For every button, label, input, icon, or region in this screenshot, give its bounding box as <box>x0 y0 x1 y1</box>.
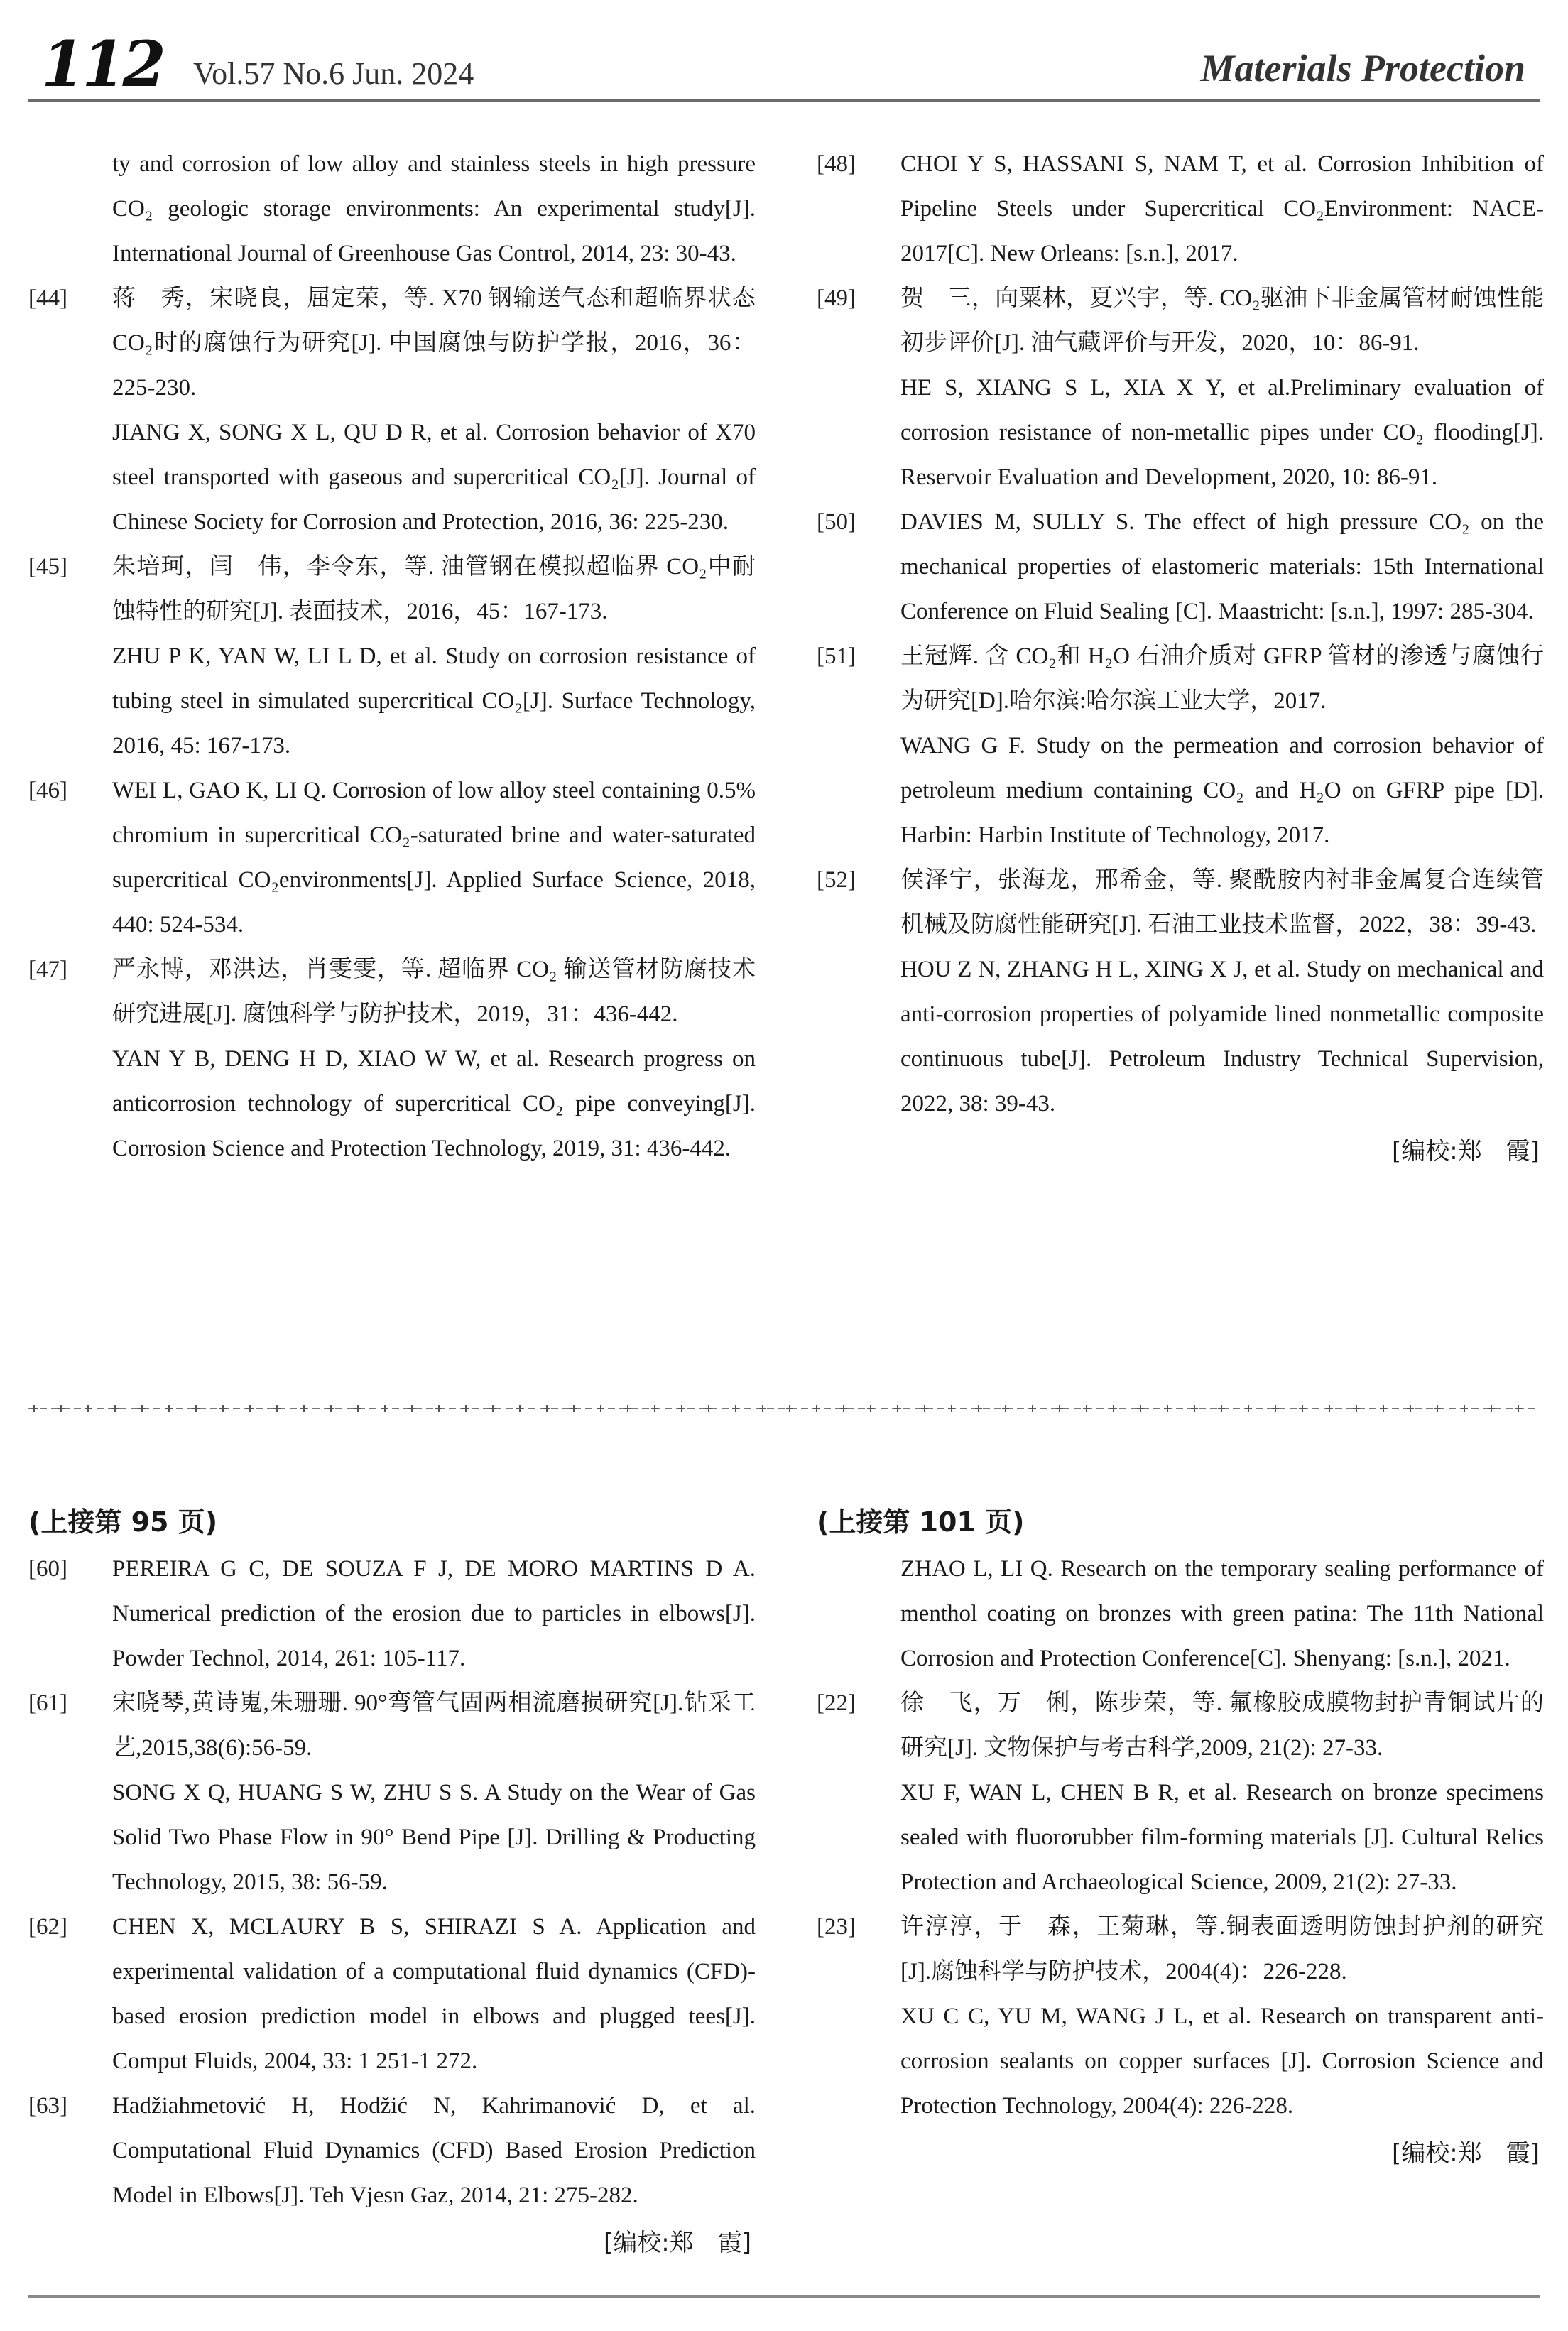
reference-item <box>28 2084 756 2218</box>
reference-number: [45] <box>28 554 67 580</box>
editor-note: [编校:郑 霞] <box>1392 2139 1540 2168</box>
reference-text-cn: 许淳淳，于 森，王菊琳，等.铜表面透明防蚀封护剂的研究[J].腐蚀科学与防护技术，2004(4)：226-228. <box>900 1914 1544 1984</box>
reference-text-en: HOU Z N, ZHANG H L, XING X J, et al. Study on mechanical and anti-corrosion properties of polyamide lined nonmetallic composite continuous tube[J]. Petroleum Industry Technical Supervision, 2022, 38: 39-43. <box>900 957 1544 1116</box>
reference-item <box>817 142 1544 276</box>
reference-text: ZHAO L, LI Q. Research on the temporary sealing performance of menthol coating on bronzes with green patina: The 11th National Corrosion and Protection Conference[C]. Shenyang: [s.n.], 2021. <box>900 1556 1544 1671</box>
reference-item <box>817 1681 1544 1905</box>
reference-text-en: XU C C, YU M, WANG J L, et al. Research on transparent anti-corrosion sealants on copper surfaces [J]. Corrosion Science and Protection Technology, 2004(4): 226-228. <box>900 2004 1544 2119</box>
reference-item <box>28 768 756 947</box>
reference-text-en: JIANG X, SONG X L, QU D R, et al. Corrosion behavior of X70 steel transported with gaseous and supercritical CO₂[J]. Journal of Chinese Society for Corrosion and Protection, 2016, 36: 225-230. <box>112 420 756 535</box>
reference-item <box>28 1681 756 1905</box>
footer-rule <box>28 2295 1540 2298</box>
reference-number: [22] <box>817 1690 856 1716</box>
reference-number: [52] <box>817 867 856 893</box>
reference-number: [44] <box>28 286 67 311</box>
reference-text-en: DAVIES M, SULLY S. The effect of high pressure CO₂ on the mechanical properties of elastomeric materials: 15th International Conference on Fluid Sealing [C]. Maastricht: [s.n.], 1997: 285-304. <box>900 509 1544 624</box>
reference-number: [47] <box>28 957 67 982</box>
reference-text-en: WANG G F. Study on the permeation and corrosion behavior of petroleum medium containing CO₂ and H₂O on GFRP pipe [D]. Harbin: Harbin Institute of Technology, 2017. <box>900 733 1544 848</box>
reference-number: [51] <box>817 643 856 669</box>
reference-text-en: CHOI Y S, HASSANI S, NAM T, et al. Corrosion Inhibition of Pipeline Steels under Supercritical CO₂Environment: NACE-2017[C]. New Orleans: [s.n.], 2017. <box>900 151 1544 266</box>
reference-item <box>28 1547 756 1681</box>
reference-text-cn: 严永博，邓洪达，肖雯雯，等. 超临界 CO₂ 输送管材防腐技术研究进展[J]. 腐蚀科学与防护技术，2019，31：436-442. <box>112 957 756 1027</box>
reference-number: [50] <box>817 509 856 535</box>
reference-number: [61] <box>28 1690 67 1716</box>
continued-from-label: (上接第 95 页) <box>28 1506 218 1538</box>
journal-title: Materials Protection <box>1200 47 1525 89</box>
reference-number: [46] <box>28 778 67 803</box>
reference-text-cn: 王冠辉. 含 CO₂和 H₂O 石油介质对 GFRP 管材的渗透与腐蚀行为研究[D].哈尔滨:哈尔滨工业大学，2017. <box>900 643 1544 714</box>
bottom-right-column <box>817 1499 1544 2175</box>
reference-number: [23] <box>817 1914 856 1940</box>
reference-text-cn: 蒋 秀，宋晓良，屈定荣，等. X70 钢输送气态和超临界状态 CO₂时的腐蚀行为研究[J]. 中国腐蚀与防护学报，2016，36：225-230. <box>112 286 756 401</box>
page-number: 112 <box>41 27 163 101</box>
reference-text-cn: 宋晓琴,黄诗嵬,朱珊珊. 90°弯管气固两相流磨损研究[J].钻采工艺,2015,38(6):56-59. <box>112 1690 756 1761</box>
page-header <box>28 26 1540 102</box>
reference-continuation <box>900 1547 1544 1681</box>
reference-text: ty and corrosion of low alloy and stainless steels in high pressure CO₂ geologic storage environments: An experimental study[J]. International Journal of Greenhouse Gas Control, 2014, 23: 30-43. <box>112 151 756 266</box>
editor-note: [编校:郑 霞] <box>1392 1137 1540 1166</box>
reference-number: [60] <box>28 1556 67 1582</box>
reference-text-cn: 侯泽宁，张海龙，邢希金，等. 聚酰胺内衬非金属复合连续管机械及防腐性能研究[J]. 石油工业技术监督，2022，38：39-43. <box>900 867 1544 938</box>
reference-text-cn: 朱培珂，闫 伟，李令东，等. 油管钢在模拟超临界 CO₂中耐蚀特性的研究[J]. 表面技术，2016，45：167-173. <box>112 554 756 624</box>
bottom-left-column <box>28 1499 756 2265</box>
reference-text-cn: 徐 飞，万 俐，陈步荣，等. 氟橡胶成膜物封护青铜试片的研究[J]. 文物保护与考古科学,2009, 21(2): 27-33. <box>900 1690 1544 1761</box>
reference-continuation <box>112 142 756 276</box>
editor-note: [编校:郑 霞] <box>604 2229 751 2257</box>
reference-text-en: WEI L, GAO K, LI Q. Corrosion of low alloy steel containing 0.5% chromium in supercritical CO₂-saturated brine and water-saturated supercritical CO₂environments[J]. Applied Surface Science, 2018, 440: 524-534. <box>112 778 756 938</box>
reference-item <box>28 947 756 1171</box>
reference-item <box>28 276 756 545</box>
top-right-column <box>817 142 1544 1173</box>
reference-text-en: XU F, WAN L, CHEN B R, et al. Research on bronze specimens sealed with fluororubber film-forming materials [J]. Cultural Relics Protection and Archaeological Science, 2009, 21(2): 27-33. <box>900 1780 1544 1895</box>
reference-text-en: PEREIRA G C, DE SOUZA F J, DE MORO MARTINS D A. Numerical prediction of the erosion due to particles in elbows[J]. Powder Technol, 2014, 261: 105-117. <box>112 1556 756 1671</box>
reference-item <box>28 1905 756 2084</box>
reference-text-en: HE S, XIANG S L, XIA X Y, et al.Preliminary evaluation of corrosion resistance of non-metallic pipes under CO₂ flooding[J]. Reservoir Evaluation and Development, 2020, 10: 86-91. <box>900 375 1544 490</box>
reference-text-cn: 贺 三，向粟林，夏兴宇，等. CO₂驱油下非金属管材耐蚀性能初步评价[J]. 油气藏评价与开发，2020，10：86-91. <box>900 286 1544 356</box>
section-divider <box>28 1403 1540 1413</box>
reference-item <box>817 1905 1544 2129</box>
reference-text-en: ZHU P K, YAN W, LI L D, et al. Study on corrosion resistance of tubing steel in simulated supercritical CO₂[J]. Surface Technology, 2016, 45: 167-173. <box>112 643 756 759</box>
reference-item <box>817 634 1544 858</box>
reference-number: [48] <box>817 151 856 177</box>
issue-info: Vol.57 No.6 Jun. 2024 <box>193 56 474 91</box>
reference-text-en: CHEN X, MCLAURY B S, SHIRAZI S A. Application and experimental validation of a computational fluid dynamics (CFD)-based erosion prediction model in elbows and plugged tees[J]. Comput Fluids, 2004, 33: 1 251-1 272. <box>112 1914 756 2074</box>
reference-number: [63] <box>28 2093 67 2119</box>
reference-item <box>28 545 756 768</box>
continued-from-label: (上接第 101 页) <box>817 1506 1025 1538</box>
reference-number: [49] <box>817 286 856 311</box>
top-left-column <box>28 142 756 1171</box>
reference-item <box>817 500 1544 634</box>
reference-text-en: SONG X Q, HUANG S W, ZHU S S. A Study on the Wear of Gas Solid Two Phase Flow in 90° Bend Pipe [J]. Drilling & Producting Technology, 2015, 38: 56-59. <box>112 1780 756 1895</box>
reference-text-en: Hadžiahmetović H, Hodžić N, Kahrimanović D, et al. Computational Fluid Dynamics (CFD) Based Erosion Prediction Model in Elbows[J]. Teh Vjesn Gaz, 2014, 21: 275-282. <box>112 2093 756 2208</box>
reference-text-en: YAN Y B, DENG H D, XIAO W W, et al. Research progress on anticorrosion technology of supercritical CO₂ pipe conveying[J]. Corrosion Science and Protection Technology, 2019, 31: 436-442. <box>112 1046 756 1161</box>
reference-number: [62] <box>28 1914 67 1940</box>
reference-item <box>817 276 1544 500</box>
reference-item <box>817 858 1544 1126</box>
